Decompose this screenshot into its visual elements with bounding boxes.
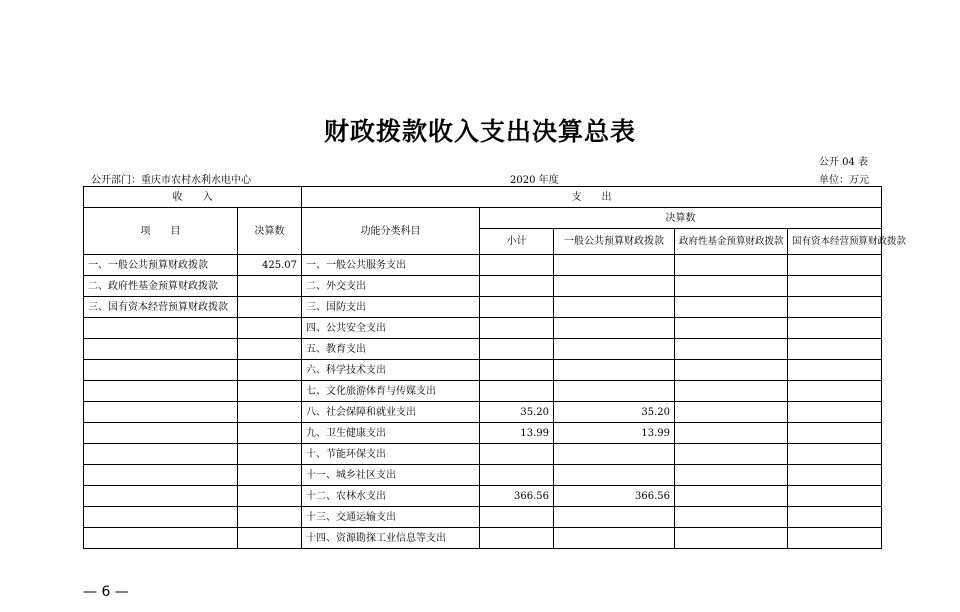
income-item-cell (84, 402, 238, 423)
state-capital-cell (788, 255, 882, 276)
gov-fund-cell (675, 402, 788, 423)
income-item-cell (84, 486, 238, 507)
state-capital-cell (788, 276, 882, 297)
gov-fund-cell (675, 507, 788, 528)
gov-fund-cell (675, 423, 788, 444)
subtotal-cell (480, 255, 554, 276)
general-budget-cell (554, 255, 675, 276)
gov-fund-cell (675, 465, 788, 486)
income-item-cell: 二、政府性基金预算财政拨款 (84, 276, 238, 297)
function-subject-cell: 一、一般公共服务支出 (302, 255, 480, 276)
general-budget-cell (554, 360, 675, 381)
function-subject-header: 功能分类科目 (302, 208, 480, 255)
state-capital-cell (788, 444, 882, 465)
page-title: 财政拨款收入支出决算总表 (323, 117, 636, 146)
income-item-cell (84, 381, 238, 402)
fiscal-year: 2020 年度 (510, 175, 559, 186)
table-row (84, 528, 882, 549)
table-row (84, 381, 882, 402)
income-amount-cell (238, 339, 302, 360)
state-capital-cell (788, 339, 882, 360)
general-budget-cell: 13.99 (554, 423, 675, 444)
gov-fund-cell (675, 360, 788, 381)
income-amount-cell (238, 360, 302, 381)
income-item-cell (84, 318, 238, 339)
general-budget-cell (554, 465, 675, 486)
function-subject-cell: 五、教育支出 (302, 339, 480, 360)
unit-label: 单位：万元 (819, 175, 869, 186)
general-budget-cell: 35.20 (554, 402, 675, 423)
subtotal-cell (480, 528, 554, 549)
function-subject-cell: 十、节能环保支出 (302, 444, 480, 465)
form-number: 公开 04 表 (818, 157, 868, 168)
table-row (84, 339, 882, 360)
subtotal-cell (480, 381, 554, 402)
budget-table (83, 186, 907, 549)
income-amount-cell (238, 486, 302, 507)
income-header: 收 入 (84, 187, 302, 208)
gov-fund-cell (675, 486, 788, 507)
table-row (84, 360, 882, 381)
table-row (84, 486, 882, 507)
income-item-cell: 一、一般公共预算财政拨款 (84, 255, 238, 276)
income-amount-cell (238, 318, 302, 339)
function-subject-cell: 六、科学技术支出 (302, 360, 480, 381)
income-item-cell (84, 360, 238, 381)
general-budget-cell (554, 444, 675, 465)
table-row (84, 318, 882, 339)
income-amount-cell (238, 507, 302, 528)
table-row (84, 255, 882, 276)
gov-fund-cell (675, 528, 788, 549)
subtotal-header: 小计 (480, 229, 554, 255)
table-row (84, 402, 882, 423)
subtotal-cell (480, 507, 554, 528)
gov-fund-cell (675, 444, 788, 465)
income-amount-cell: 425.07 (238, 255, 302, 276)
gov-fund-cell (675, 381, 788, 402)
function-subject-cell: 九、卫生健康支出 (302, 423, 480, 444)
function-subject-cell: 三、国防支出 (302, 297, 480, 318)
item-header: 项 目 (84, 208, 238, 255)
state-capital-cell (788, 465, 882, 486)
subtotal-cell: 35.20 (480, 402, 554, 423)
function-subject-cell: 十三、交通运输支出 (302, 507, 480, 528)
income-item-cell (84, 339, 238, 360)
subtotal-cell (480, 297, 554, 318)
state-capital-cell (788, 486, 882, 507)
income-amount-cell (238, 381, 302, 402)
table-row (84, 276, 882, 297)
general-budget-cell (554, 318, 675, 339)
state-capital-cell (788, 297, 882, 318)
function-subject-cell: 二、外交支出 (302, 276, 480, 297)
header-row-1 (84, 187, 882, 208)
header-row-2 (84, 208, 882, 229)
income-item-cell (84, 507, 238, 528)
gov-fund-cell (675, 339, 788, 360)
income-amount-cell (238, 423, 302, 444)
function-subject-cell: 八、社会保障和就业支出 (302, 402, 480, 423)
general-budget-cell: 366.56 (554, 486, 675, 507)
gov-fund-cell (675, 276, 788, 297)
department-label: 公开部门：重庆市农村水利水电中心 (91, 175, 251, 186)
income-item-cell (84, 444, 238, 465)
state-capital-cell (788, 402, 882, 423)
state-capital-cell (788, 528, 882, 549)
income-item-cell (84, 423, 238, 444)
general-budget-header: 一般公共预算财政拨款 (554, 229, 675, 255)
function-subject-cell: 四、公共安全支出 (302, 318, 480, 339)
income-amount-cell (238, 528, 302, 549)
gov-fund-header: 政府性基金预算财政拨款 (675, 229, 788, 255)
general-budget-cell (554, 276, 675, 297)
function-subject-cell: 十四、资源勘探工业信息等支出 (302, 528, 480, 549)
gov-fund-cell (675, 297, 788, 318)
state-capital-header: 国有资本经营预算财政拨款 (788, 229, 882, 255)
income-amount-cell (238, 444, 302, 465)
function-subject-cell: 十二、农林水支出 (302, 486, 480, 507)
general-budget-cell (554, 297, 675, 318)
subtotal-cell (480, 360, 554, 381)
state-capital-cell (788, 507, 882, 528)
general-budget-cell (554, 528, 675, 549)
final-amount-header: 决算数 (238, 208, 302, 255)
subtotal-cell (480, 444, 554, 465)
function-subject-cell: 十一、城乡社区支出 (302, 465, 480, 486)
table-row (84, 465, 882, 486)
income-amount-cell (238, 276, 302, 297)
general-budget-cell (554, 381, 675, 402)
table-row (84, 444, 882, 465)
general-budget-cell (554, 339, 675, 360)
subtotal-cell (480, 339, 554, 360)
gov-fund-cell (675, 318, 788, 339)
income-amount-cell (238, 465, 302, 486)
income-amount-cell (238, 297, 302, 318)
table-row (84, 507, 882, 528)
expense-header: 支 出 (302, 187, 882, 208)
state-capital-cell (788, 360, 882, 381)
subtotal-cell: 366.56 (480, 486, 554, 507)
state-capital-cell (788, 381, 882, 402)
general-budget-cell (554, 507, 675, 528)
income-amount-cell (238, 402, 302, 423)
page-number: — 6 — (83, 584, 129, 600)
state-capital-cell (788, 423, 882, 444)
income-item-cell (84, 465, 238, 486)
gov-fund-cell (675, 255, 788, 276)
income-item-cell: 三、国有资本经营预算财政拨款 (84, 297, 238, 318)
subtotal-cell (480, 465, 554, 486)
income-item-cell (84, 528, 238, 549)
table-row (84, 423, 882, 444)
state-capital-cell (788, 318, 882, 339)
final-amount-group-header: 决算数 (480, 208, 882, 229)
subtotal-cell (480, 276, 554, 297)
table-row (84, 297, 882, 318)
function-subject-cell: 七、文化旅游体育与传媒支出 (302, 381, 480, 402)
subtotal-cell: 13.99 (480, 423, 554, 444)
subtotal-cell (480, 318, 554, 339)
